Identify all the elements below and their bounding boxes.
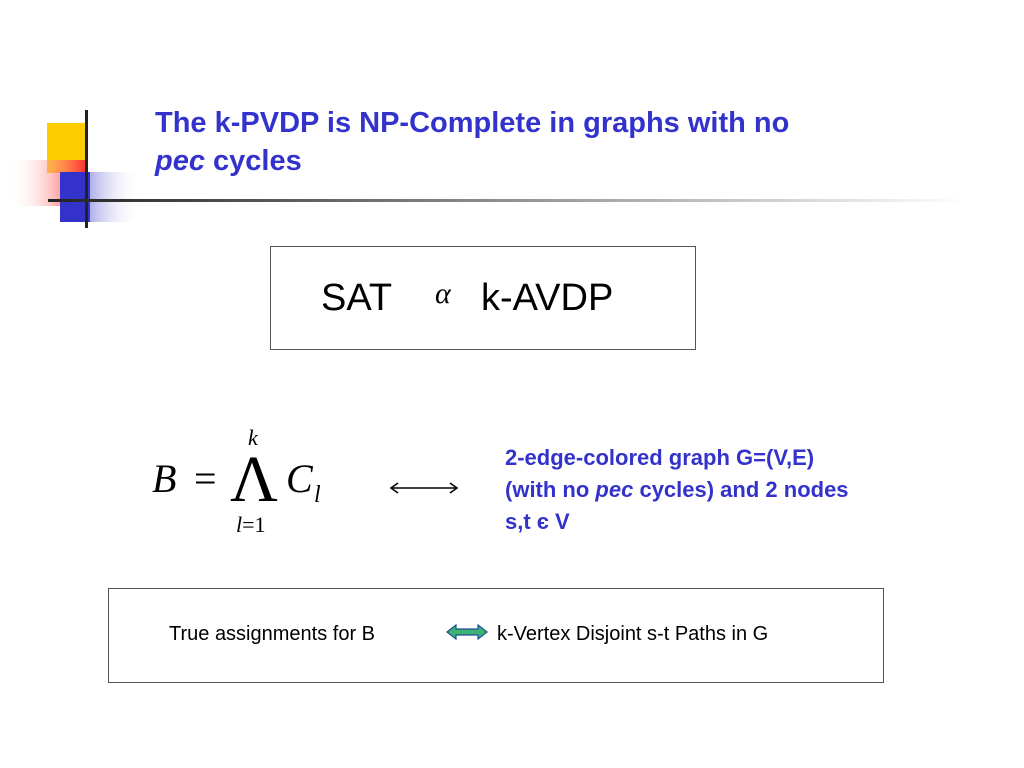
formula-lower-rest: =1 xyxy=(242,512,266,537)
title-rest: cycles xyxy=(204,145,302,177)
reduction-left: SAT xyxy=(321,277,393,319)
vertical-line xyxy=(85,110,88,228)
equivalence-box xyxy=(108,588,884,683)
title-line1: The k-PVDP is NP-Complete in graphs with no xyxy=(155,107,790,139)
equivalence-left: True assignments for B xyxy=(169,623,376,645)
formula-lower-bound xyxy=(236,512,266,538)
formula-lhs: B xyxy=(152,456,177,501)
graph-text-line2a: (with no xyxy=(505,477,596,502)
horizontal-rule xyxy=(48,199,968,202)
formula-term-subscript: l xyxy=(314,482,321,508)
left-right-arrow-icon xyxy=(388,478,460,498)
graph-description xyxy=(505,442,975,538)
formula-lower-var: l xyxy=(236,512,243,537)
graph-text-line1: 2-edge-colored graph G=(V,E) xyxy=(505,445,815,470)
reduction-right: k-AVDP xyxy=(481,277,614,319)
title-italic-word: pec xyxy=(155,145,205,177)
slide-title xyxy=(155,104,955,180)
reduction-box xyxy=(270,246,696,350)
formula-conjunction-operator: Λ xyxy=(230,443,278,516)
formula-term: C xyxy=(286,456,313,501)
graph-text-line2b: cycles) and 2 nodes xyxy=(633,477,849,502)
graph-text-italic: pec xyxy=(595,477,634,502)
equivalence-right: k-Vertex Disjoint s-t Paths in G xyxy=(497,623,769,645)
formula-upper-bound: k xyxy=(248,425,258,450)
graph-text-line3: s,t є V xyxy=(505,509,570,534)
green-double-arrow-icon xyxy=(446,623,488,641)
formula-equals: = xyxy=(194,456,217,501)
reduction-symbol: α xyxy=(435,277,451,310)
boolean-formula xyxy=(150,420,350,550)
